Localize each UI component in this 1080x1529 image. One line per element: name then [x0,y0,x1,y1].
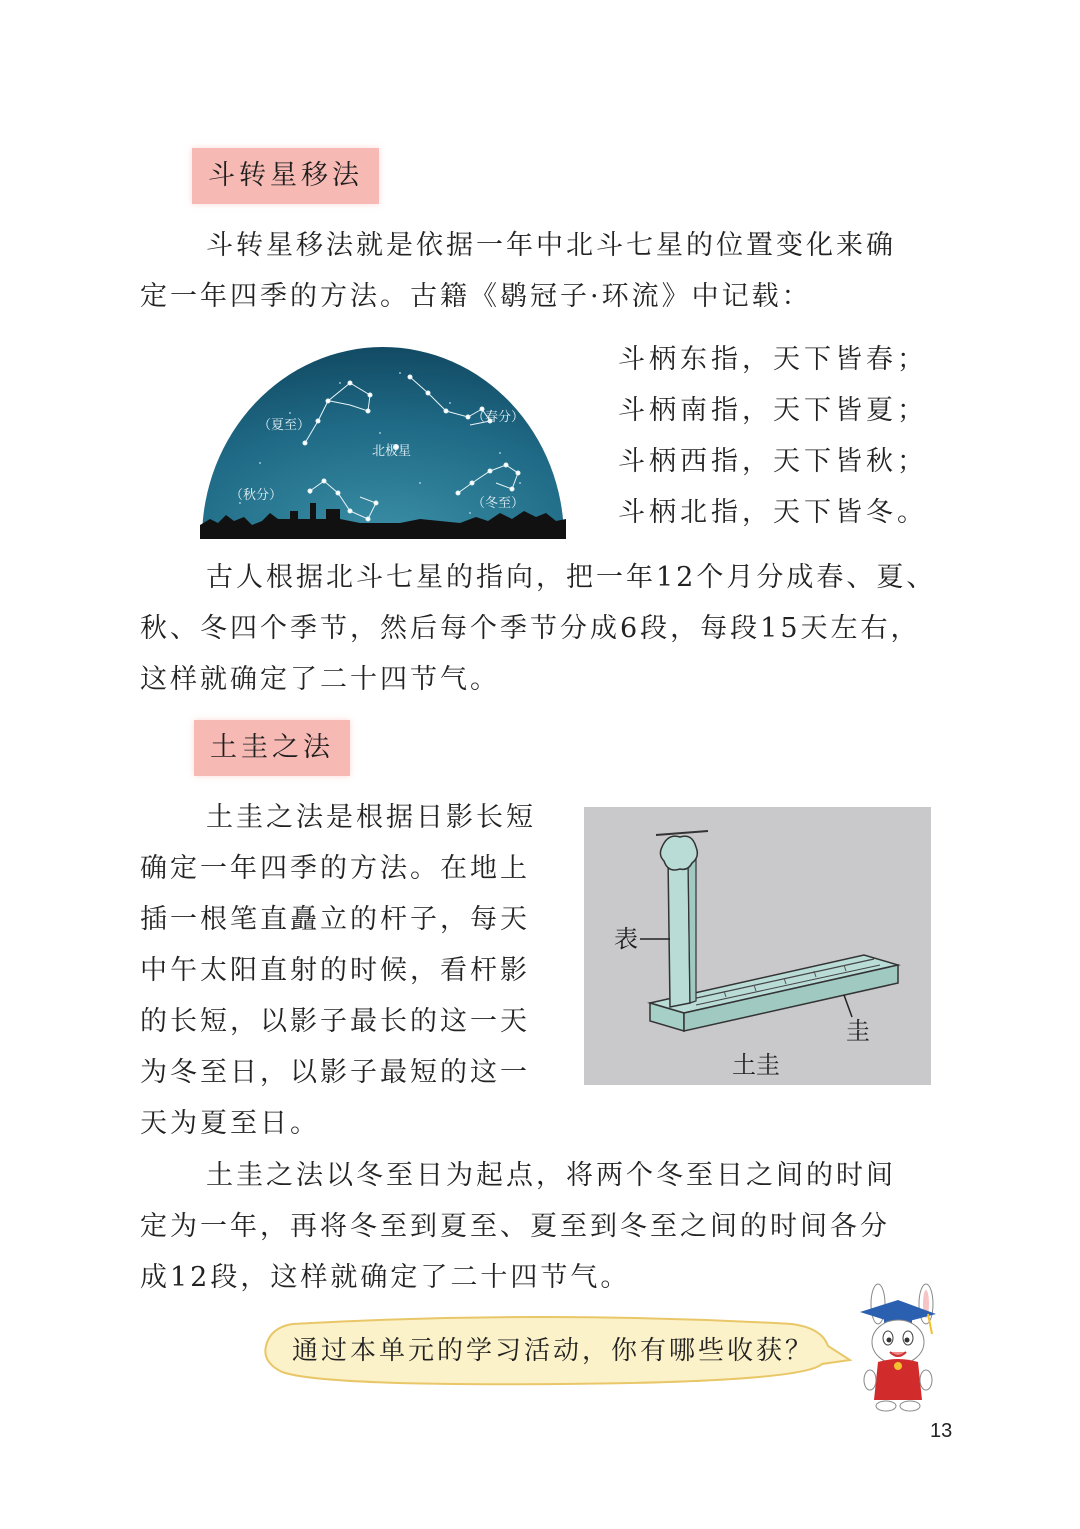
quote-line: 斗柄北指，天下皆冬。 [618,497,928,528]
text-line: 古人根据北斗七星的指向，把一年12个月分成春、夏、 [206,562,937,593]
section-heading-tu-gui: 土圭之法 [194,720,350,776]
text-line: 土圭之法是根据日影长短 [206,802,536,833]
text-line: 成12段，这样就确定了二十四节气。 [140,1262,631,1293]
paragraph-tugui-solar-terms [140,1150,950,1303]
text-line: 为冬至日，以影子最短的这一 [140,1057,530,1088]
section-heading-dou-zhuan-xing-yi: 斗转星移法 [192,148,379,204]
text-line: 这样就确定了二十四节气。 [140,664,500,695]
text-line: 秋、冬四个季节，然后每个季节分成6段，每段15天左右， [140,613,921,644]
text-line: 斗转星移法就是依据一年中北斗七星的位置变化来确 [206,230,896,261]
page-number: 13 [930,1420,953,1442]
reflection-question: 通过本单元的学习活动，你有哪些收获？ [292,1336,815,1366]
quote-line: 斗柄东指，天下皆春； [618,344,928,375]
sky-label-polaris: 北极星 [372,444,412,459]
text-line: 天为夏至日。 [140,1108,320,1139]
text-line: 定一年四季的方法。古籍《鹖冠子·环流》中记载： [140,281,812,312]
text-line: 定为一年，再将冬至到夏至、夏至到冬至之间的时间各分 [140,1211,890,1242]
text-line: 插一根笔直矗立的杆子，每天 [140,904,530,935]
quote-line: 斗柄南指，天下皆夏； [618,395,928,426]
sky-label-summer-solstice: （夏至） [258,418,311,433]
rabbit-mascot-icon [848,1282,948,1412]
figure-label-biao: 表 [614,925,638,953]
text-line: 中午太阳直射的时候，看杆影 [140,955,530,986]
sky-label-winter-solstice: （冬至） [472,496,525,511]
text-line: 土圭之法以冬至日为起点，将两个冬至日之间的时间 [206,1160,896,1191]
text-line: 的长短，以影子最长的这一天 [140,1006,530,1037]
quote-line: 斗柄西指，天下皆秋； [618,446,928,477]
big-dipper-sky-illustration [200,343,566,539]
figure-label-gui: 圭 [846,1017,870,1045]
classical-quote [618,334,928,538]
paragraph-dou-solar-terms [140,552,950,705]
paragraph-tugui-method [140,792,560,1149]
tu-gui-instrument-illustration [584,807,931,1085]
sky-label-spring-equinox: （春分） [472,410,525,425]
paragraph-dou-intro [140,220,945,322]
text-line: 确定一年四季的方法。在地上 [140,853,530,884]
sky-label-autumn-equinox: （秋分） [230,488,283,503]
figure-caption-tugui: 土圭 [732,1051,780,1079]
